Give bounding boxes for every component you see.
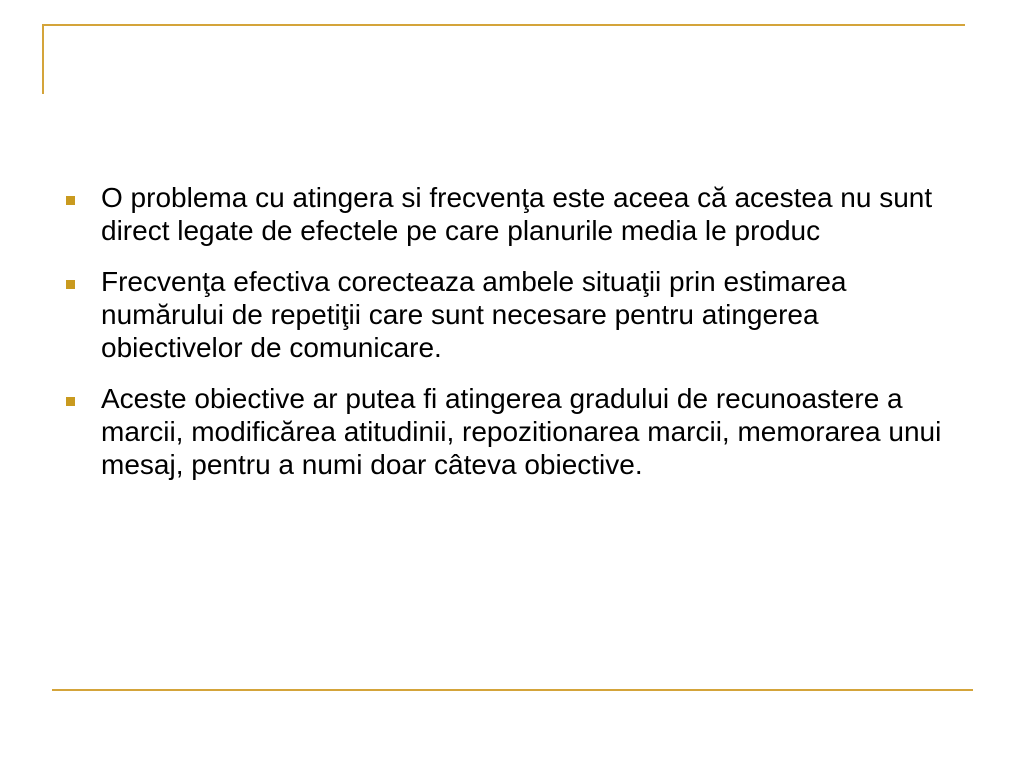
bullet-item bbox=[64, 265, 964, 364]
bullet-list bbox=[64, 181, 964, 499]
top-rule bbox=[43, 24, 965, 26]
left-rule bbox=[42, 24, 44, 94]
bullet-text: O problema cu atingera si frecvenţa este aceea că acestea nu sunt direct legate de efectele pe care planurile media le produc bbox=[101, 182, 933, 246]
square-bullet-icon bbox=[66, 280, 75, 289]
bullet-item bbox=[64, 181, 964, 247]
bottom-rule bbox=[52, 689, 973, 691]
bullet-text: Aceste obiective ar putea fi atingerea gradului de recunoastere a marcii, modificărea atitudinii, repozitionarea marcii, memorarea unui mesaj, pentru a numi doar câteva obiective. bbox=[101, 383, 942, 480]
square-bullet-icon bbox=[66, 397, 75, 406]
bullet-text: Frecvenţa efectiva corecteaza ambele situaţii prin estimarea numărului de repetiţii care sunt necesare pentru atingerea obiectivelor de comunicare. bbox=[101, 266, 847, 363]
bullet-item bbox=[64, 382, 964, 481]
square-bullet-icon bbox=[66, 196, 75, 205]
